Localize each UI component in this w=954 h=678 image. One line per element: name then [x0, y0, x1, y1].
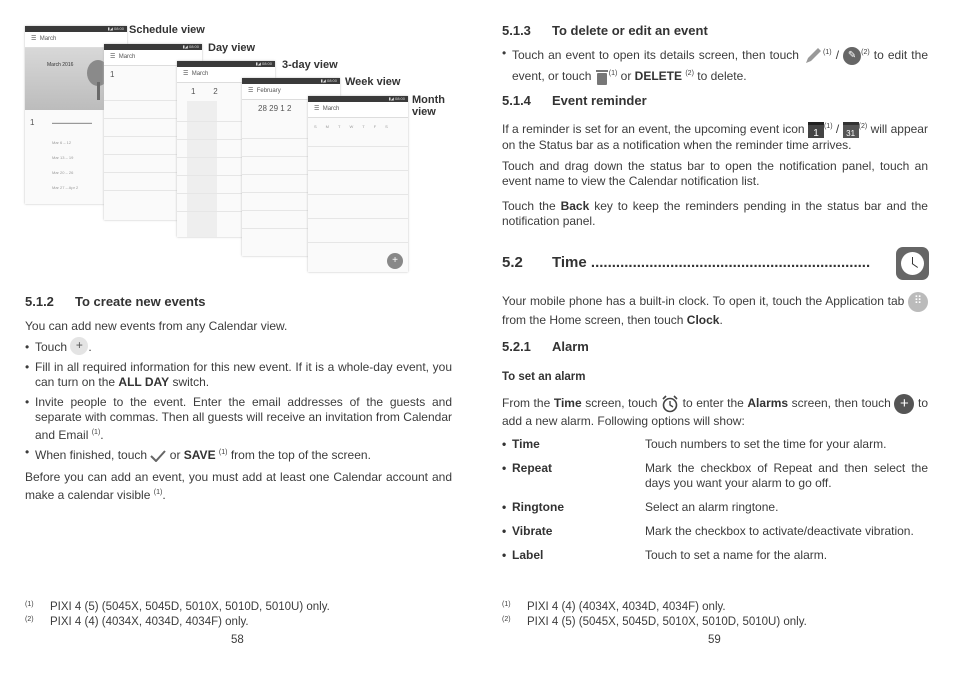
week-month: February: [256, 88, 281, 94]
footnote: (2) PIXI 4 (4) (4034X, 4034D, 4034F) only.: [25, 616, 249, 628]
three-day-view-screenshot: ▮◢ 08:00 ☰ March 1 2: [177, 61, 275, 237]
bullet-item: • Fill in all required information for this new event. If it is a whole-day event, you can turn on the ALL DAY switch.: [25, 360, 452, 390]
section-heading-time: 5.2 Time ...................................................................: [502, 254, 871, 271]
schedule-month: March: [39, 36, 57, 42]
schedule-item: Mar 20 – 26: [52, 170, 74, 175]
schedule-view-screenshot: ▮◢ 08:00 ☰ March March 2016 1 ▬▬▬▬▬▬▬▬▬▬ Mar 6 – 12 Mar 13 – 19 Mar 20 – 26 Mar 27 – Apr 2: [25, 26, 127, 204]
month-view-screenshot: ▮◢ 08:00 ☰ March SMTWTFS +: [308, 96, 408, 272]
week-view-label: Week view: [345, 76, 401, 88]
three-day-month: March: [191, 71, 209, 77]
calendar-icon: 1: [808, 122, 824, 138]
week-view-screenshot: ▮◢ 08:00 ☰ February 28 29 1 2: [242, 78, 340, 256]
schedule-view-label: Schedule view: [129, 24, 205, 36]
schedule-item: Mar 27 – Apr 2: [52, 185, 79, 190]
edit-circle-icon: ✎: [843, 47, 861, 65]
day-month: March: [118, 54, 136, 60]
paragraph: If a reminder is set for an event, the upcoming event icon 1$^{(1)}$ / 31$^{(2)}$ will appear on the Status bar as a notification when the reminder time arrives.: [502, 122, 928, 152]
footnote: (1) PIXI 4 (4) (4034X, 4034D, 4034F) only.: [502, 601, 726, 613]
three-day-view-label: 3-day view: [282, 59, 338, 71]
bullet-item: • Invite people to the event. Enter the email addresses of the guests and separate with commas. Then all guests will receive an invitation from Calendar and Email $^{(1)}$.: [25, 395, 452, 443]
paragraph: From the Time screen, touch to enter the Alarms screen, then touch + to add a new alarm. Following options will show:: [502, 395, 929, 428]
day-view-screenshot: ▮◢ 08:00 ☰ March 1: [104, 44, 202, 220]
bullet-item: • Touch + .: [25, 340, 452, 355]
month-view-label: Month view: [412, 94, 445, 118]
pencil-icon: [803, 47, 823, 65]
footnote: (1) PIXI 4 (5) (5045X, 5045D, 5010X, 5010D, 5010U) only.: [25, 601, 330, 613]
page-number: 59: [708, 634, 721, 646]
paragraph: Before you can add an event, you must add at least one Calendar account and make a calendar visible $^{(1)}$.: [25, 470, 452, 502]
section-heading: 5.1.2 To create new events: [25, 294, 206, 309]
subheading: To set an alarm: [502, 371, 586, 383]
paragraph: Touch the Back key to keep the reminders pending in the status bar and the notification panel.: [502, 199, 928, 228]
app-tab-icon: ⠿: [908, 292, 928, 312]
paragraph: Touch and drag down the status bar to open the notification panel, touch an event name to view the Calendar notification list.: [502, 159, 928, 188]
month-month: March: [322, 106, 340, 112]
section-heading: 5.2.1 Alarm: [502, 339, 589, 354]
bullet-item: • When finished, touch or SAVE $^{(1)}$ from the top of the screen.: [25, 445, 452, 463]
paragraph: Your mobile phone has a built-in clock. To open it, touch the Application tab ⠿ from the Home screen, then touch Clock.: [502, 292, 928, 328]
add-alarm-icon: +: [894, 394, 914, 414]
add-event-fab[interactable]: +: [387, 253, 403, 269]
plus-icon: +: [70, 337, 88, 355]
paragraph: You can add new events from any Calendar view.: [25, 319, 288, 333]
schedule-header-text: March 2016: [47, 62, 74, 68]
schedule-item: Mar 13 – 19: [52, 155, 74, 160]
schedule-item: Mar 6 – 12: [52, 140, 72, 145]
footnote: (2) PIXI 4 (5) (5045X, 5045D, 5010X, 5010D, 5010U) only.: [502, 616, 807, 628]
bullet-item: • Touch an event to open its details screen, then touch $^{(1)}$ / ✎ $^{(2)}$ to edit the event, or touch $^{(1)}$ or DELETE $^{(2)}$ to delete.: [502, 44, 928, 86]
clock-app-icon: [896, 247, 929, 280]
alarm-clock-icon: [661, 395, 679, 413]
section-heading: 5.1.3 To delete or edit an event: [502, 23, 708, 38]
page-number: 58: [231, 634, 244, 646]
trash-icon: [595, 68, 609, 86]
right-page: 5.1.3 To delete or edit an event • Touch an event to open its details screen, then touch $^{(1)}$ / ✎ $^{(2)}$ to edit the event, or touch $^{(1)}$ or DELETE $^{(2)}$ to delete. 5.1.4 Event reminder If a reminder is set for an event, the upcoming event icon 1$^{(1)}$ / 31$^{(2)}$ will appear on the Status bar as a notification when the reminder time arrives. Touch and drag down the status bar to open the notification panel, touch an event name to view the Calendar notification list. Touch the Back key to keep the reminders pending in the status bar and the notification panel. 5.2 Time ................................................................... Your mobile phone has a built-in clock. To open it, touch the Application tab ⠿ from the Home screen, then touch Clock. 5.2.1 Alarm To set an alarm From the Time screen, touch to enter the Alarms screen, then touch + to add a new alarm. Following options will show: • Time Touch numbers to set the time for your alarm. • Repeat Mark the checkbox of Repeat and then select the days you want your alarm to go off. • Ringtone Select an alarm ringtone. • Vibrate Mark the checkbox to activate/deactivate vibration. • Label Touch to set a name for the alarm. (1) PIXI 4 (4) (4034X, 4034D, 4034F) only. (2) PIXI 4 (5) (5045X, 5045D, 5010X, 5010D, 5010U) only. 59: [0, 0, 954, 678]
day-view-label: Day view: [208, 42, 256, 54]
section-heading: 5.1.4 Event reminder: [502, 93, 647, 108]
calendar-31-icon: 31: [843, 122, 859, 138]
